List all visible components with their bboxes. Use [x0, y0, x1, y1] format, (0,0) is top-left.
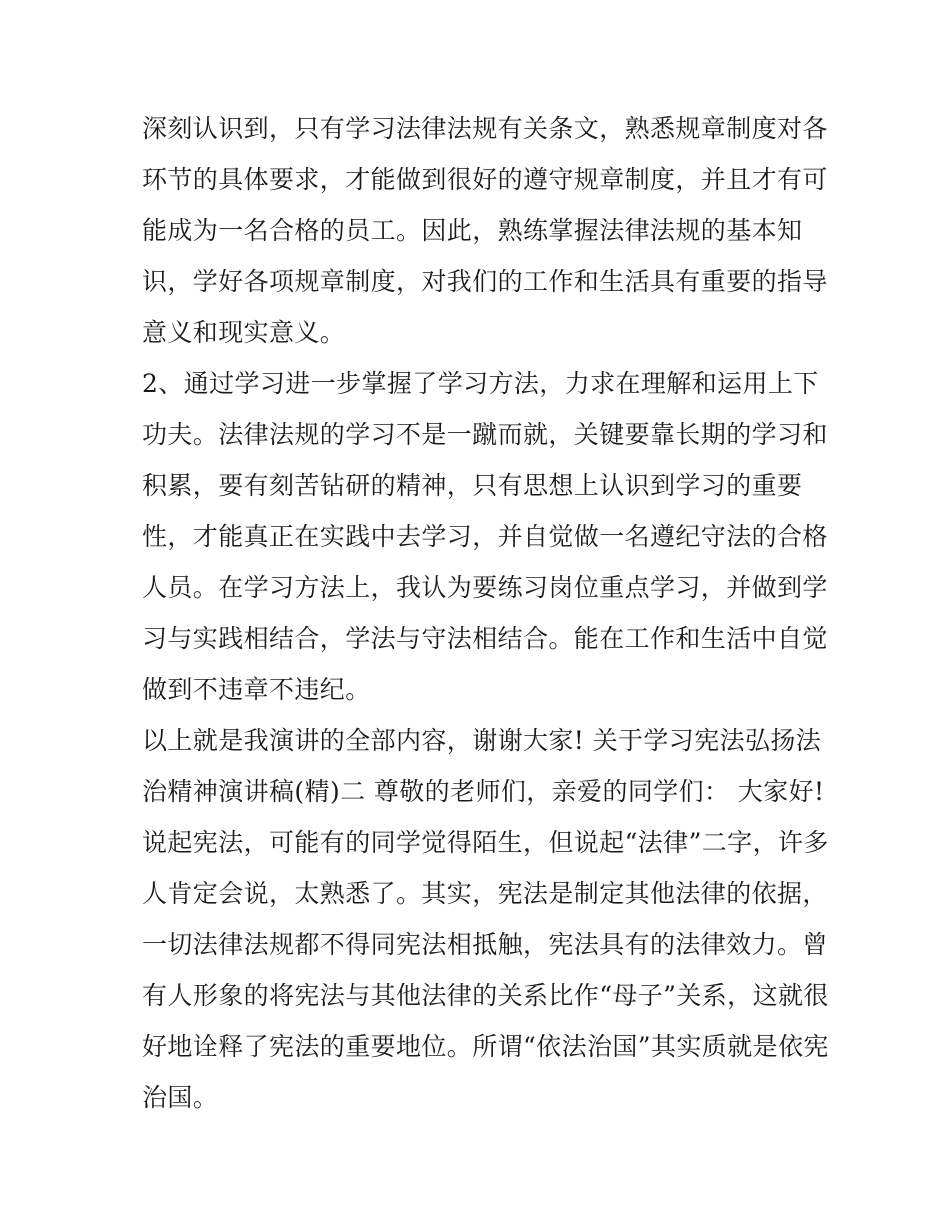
text-line: 性，才能真正在实践中去学习，并自觉做一名遵纪守法的合格	[142, 522, 828, 551]
text-line: 做到不违章不违纪。	[142, 675, 371, 704]
text-line: 说起宪法，可能有的同学觉得陌生，但说起“法律”二字，许多	[142, 828, 829, 857]
text-line: 功夫。法律法规的学习不是一蹴而就，关键要靠长期的学习和	[142, 420, 828, 449]
text-line: 识，学好各项规章制度，对我们的工作和生活具有重要的指导	[142, 267, 828, 296]
text-line: 治国。	[142, 1083, 219, 1112]
text-line: 一切法律法规都不得同宪法相抵触，宪法具有的法律效力。曾	[142, 930, 828, 959]
body-text	[142, 103, 829, 1123]
text-line: 好地诠释了宪法的重要地位。所谓“依法治国”其实质就是依宪	[142, 1032, 829, 1061]
text-line: 有人形象的将宪法与其他法律的关系比作“母子”关系，这就很	[142, 981, 829, 1010]
text-line: 深刻认识到，只有学习法律法规有关条文，熟悉规章制度对各	[142, 114, 828, 143]
text-line: 以上就是我演讲的全部内容，谢谢大家! 关于学习宪法弘扬法	[142, 726, 822, 755]
text-line: 能成为一名合格的员工。因此，熟练掌握法律法规的基本知	[142, 216, 803, 245]
text-line: 治精神演讲稿(精)二 尊敬的老师们，亲爱的同学们： 大家好!	[142, 777, 825, 806]
text-line: 人肯定会说，太熟悉了。其实，宪法是制定其他法律的依据，	[142, 879, 828, 908]
text-line: 人员。在学习方法上，我认为要练习岗位重点学习，并做到学	[142, 573, 828, 602]
text-line: 积累，要有刻苦钻研的精神，只有思想上认识到学习的重要	[142, 471, 803, 500]
text-line: 意义和现实意义。	[142, 318, 346, 347]
text-line: 2、通过学习进一步掌握了学习方法，力求在理解和运用上下	[142, 369, 819, 398]
text-line: 习与实践相结合，学法与守法相结合。能在工作和生活中自觉	[142, 624, 828, 653]
text-line: 环节的具体要求，才能做到很好的遵守规章制度，并且才有可	[142, 165, 828, 194]
